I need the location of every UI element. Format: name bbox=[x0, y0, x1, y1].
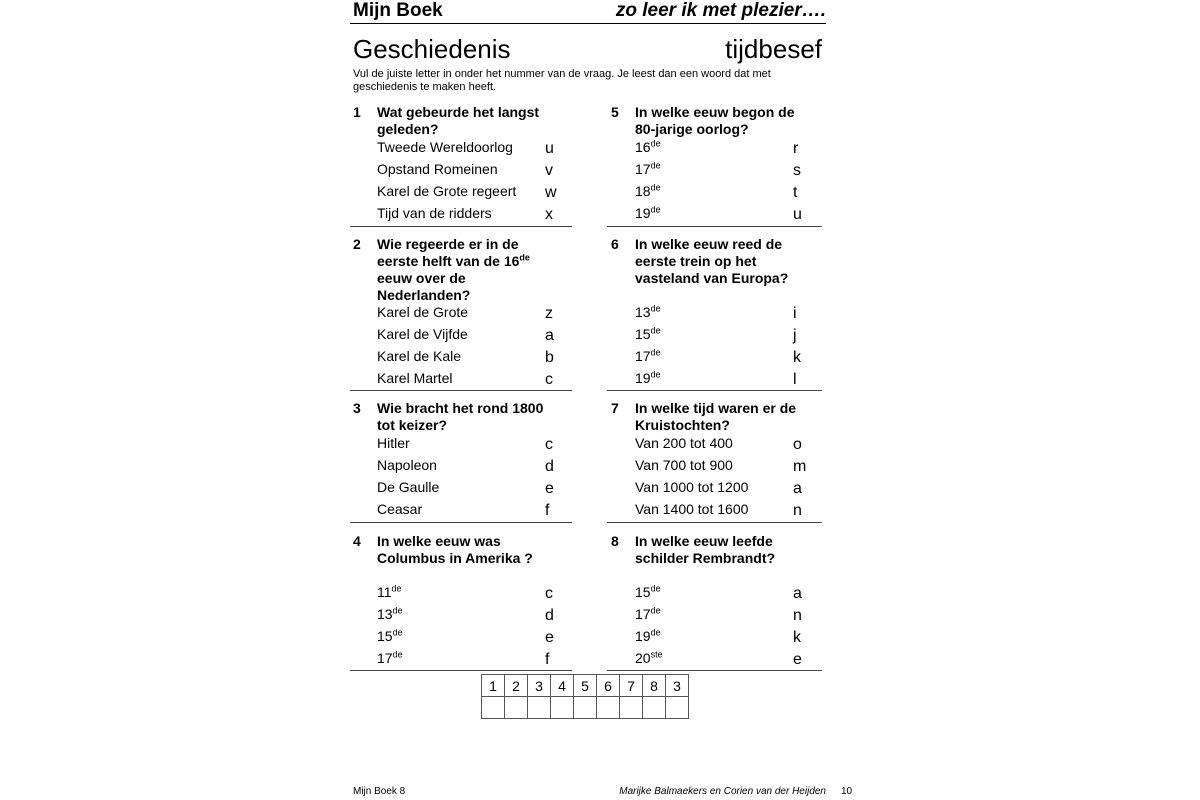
ordinal-suffix: de bbox=[392, 605, 403, 616]
ordinal-suffix: de bbox=[392, 649, 403, 660]
answer-option: 19de bbox=[635, 369, 661, 386]
question-text: In welke tijd waren er de Kruistochten? bbox=[635, 400, 797, 433]
question-text: In welke eeuw reed de eerste trein op het vasteland van Europa? bbox=[635, 236, 789, 286]
answer-option: Karel de Kale bbox=[377, 348, 462, 364]
answer-option: 17de bbox=[377, 649, 403, 666]
ordinal-suffix: de bbox=[650, 138, 661, 149]
grid-answer-cell[interactable] bbox=[597, 697, 620, 719]
grid-number-cell: 7 bbox=[620, 675, 643, 697]
question-divider bbox=[350, 522, 572, 523]
answer-option: 19de bbox=[635, 204, 661, 221]
ordinal-suffix: de bbox=[391, 583, 402, 594]
answer-option: 17de bbox=[635, 160, 661, 177]
grid-answer-cell[interactable] bbox=[574, 697, 597, 719]
ordinal-suffix: ste bbox=[650, 649, 663, 660]
ordinal-suffix: de bbox=[650, 303, 661, 314]
question-number: 7 bbox=[611, 400, 619, 416]
answer-letter: j bbox=[793, 327, 797, 344]
answer-option: Van 200 tot 400 bbox=[635, 435, 733, 451]
answer-option: Van 700 tot 900 bbox=[635, 457, 733, 473]
answer-letter: c bbox=[545, 585, 553, 602]
instructions: Vul de juiste letter in onder het nummer van de vraag. Je leest dan een woord dat met geschiedenis te maken heeft. bbox=[353, 68, 771, 93]
question-divider bbox=[607, 226, 822, 227]
answer-letter: o bbox=[793, 436, 802, 453]
question-number: 6 bbox=[611, 236, 619, 252]
book-title: Mijn Boek bbox=[353, 0, 443, 21]
answer-option: 17de bbox=[635, 605, 661, 622]
grid-number-cell: 5 bbox=[574, 675, 597, 697]
question-text: In welke eeuw was Columbus in Amerika ? bbox=[377, 533, 533, 566]
book-slogan: zo leer ik met plezier…. bbox=[615, 0, 826, 21]
ordinal-suffix: de bbox=[392, 627, 403, 638]
answer-option: Van 1000 tot 1200 bbox=[635, 479, 749, 495]
ordinal-suffix: de bbox=[650, 347, 661, 358]
grid-number-cell: 8 bbox=[643, 675, 666, 697]
answer-option: Karel de Vijfde bbox=[377, 326, 468, 342]
answer-letter: i bbox=[793, 305, 797, 322]
question-text: Wie regeerde er in de eerste helft van de 16de eeuw over de Nederlanden? bbox=[377, 236, 530, 303]
ordinal-suffix: de bbox=[650, 204, 661, 215]
ordinal-suffix: de bbox=[650, 325, 661, 336]
answer-option: Hitler bbox=[377, 435, 410, 451]
answer-option: Van 1400 tot 1600 bbox=[635, 501, 749, 517]
question-divider bbox=[607, 390, 822, 391]
answer-letter: k bbox=[793, 629, 801, 646]
answer-option: 19de bbox=[635, 627, 661, 644]
answer-letter: d bbox=[545, 458, 554, 475]
question-number: 1 bbox=[353, 104, 361, 120]
answer-grid-answers bbox=[482, 697, 689, 719]
answer-option: Opstand Romeinen bbox=[377, 161, 498, 177]
question-divider bbox=[350, 390, 572, 391]
question-text: In welke eeuw begon de 80-jarige oorlog? bbox=[635, 104, 795, 137]
answer-option: Napoleon bbox=[377, 457, 437, 473]
grid-answer-cell[interactable] bbox=[528, 697, 551, 719]
answer-letter: n bbox=[793, 607, 802, 624]
grid-answer-cell[interactable] bbox=[551, 697, 574, 719]
answer-letter: k bbox=[793, 349, 801, 366]
answer-letter: e bbox=[793, 651, 802, 668]
answer-letter: a bbox=[793, 480, 802, 497]
answer-letter: v bbox=[545, 162, 553, 179]
grid-number-cell: 1 bbox=[482, 675, 505, 697]
ordinal-suffix: de bbox=[650, 605, 661, 616]
page-number: 10 bbox=[841, 786, 853, 797]
answer-option: 13de bbox=[377, 605, 403, 622]
answer-letter: e bbox=[545, 629, 554, 646]
question-number: 3 bbox=[353, 400, 361, 416]
question-text: Wie bracht het rond 1800 tot keizer? bbox=[377, 400, 544, 433]
grid-number-cell: 6 bbox=[597, 675, 620, 697]
answer-letter: f bbox=[545, 651, 550, 668]
answer-option: 15de bbox=[635, 325, 661, 342]
answer-option: Tijd van de ridders bbox=[377, 205, 492, 221]
answer-letter: c bbox=[545, 436, 553, 453]
grid-number-cell: 3 bbox=[666, 675, 689, 697]
ordinal-suffix: de bbox=[650, 369, 661, 380]
question-text: In welke eeuw leefde schilder Rembrandt? bbox=[635, 533, 776, 566]
answer-letter: r bbox=[793, 140, 799, 157]
answer-option: Karel de Grote regeert bbox=[377, 183, 517, 199]
answer-option: 17de bbox=[635, 347, 661, 364]
question-number: 2 bbox=[353, 236, 361, 252]
answer-grid-numbers bbox=[482, 675, 689, 697]
footer-book: Mijn Boek 8 bbox=[353, 786, 406, 797]
answer-option: Ceasar bbox=[377, 501, 423, 517]
grid-answer-cell[interactable] bbox=[666, 697, 689, 719]
answer-letter: x bbox=[545, 206, 553, 223]
page-subject: Geschiedenis bbox=[353, 34, 511, 64]
answer-letter: z bbox=[545, 305, 553, 322]
question-divider bbox=[607, 670, 822, 671]
ordinal-suffix: de bbox=[650, 160, 661, 171]
answer-option: 20ste bbox=[635, 649, 663, 666]
answer-letter: a bbox=[793, 585, 802, 602]
answer-letter: w bbox=[545, 184, 557, 201]
answer-option: Karel de Grote bbox=[377, 304, 469, 320]
answer-letter: n bbox=[793, 502, 802, 519]
answer-letter: e bbox=[545, 480, 554, 497]
question-divider bbox=[607, 522, 822, 523]
answer-option: 11de bbox=[377, 583, 402, 600]
answer-letter: m bbox=[793, 458, 807, 475]
answer-letter: b bbox=[545, 349, 554, 366]
answer-letter: c bbox=[545, 371, 553, 388]
answer-option: Tweede Wereldoorlog bbox=[377, 139, 513, 155]
answer-option: 13de bbox=[635, 303, 661, 320]
grid-number-cell: 3 bbox=[528, 675, 551, 697]
answer-grid bbox=[481, 674, 689, 719]
grid-number-cell: 4 bbox=[551, 675, 574, 697]
answer-letter: d bbox=[545, 607, 554, 624]
answer-option: 16de bbox=[635, 138, 661, 155]
question-divider bbox=[350, 670, 572, 671]
answer-option: 15de bbox=[377, 627, 403, 644]
grid-answer-cell[interactable] bbox=[643, 697, 666, 719]
answer-letter: s bbox=[793, 162, 801, 179]
footer-authors: Marijke Balmaekers en Corien van der Heijden bbox=[619, 786, 826, 797]
ordinal-suffix: de bbox=[650, 182, 661, 193]
grid-answer-cell[interactable] bbox=[482, 697, 505, 719]
answer-letter: f bbox=[545, 502, 550, 519]
answer-letter: a bbox=[545, 327, 554, 344]
grid-answer-cell[interactable] bbox=[505, 697, 528, 719]
question-text-superscript: de bbox=[519, 252, 530, 263]
answer-option: 18de bbox=[635, 182, 661, 199]
ordinal-suffix: de bbox=[650, 583, 661, 594]
answer-letter: u bbox=[793, 206, 802, 223]
answer-option: De Gaulle bbox=[377, 479, 440, 495]
answer-option: Karel Martel bbox=[377, 370, 453, 386]
page-topic: tijdbesef bbox=[725, 34, 822, 64]
question-text: Wat gebeurde het langst geleden? bbox=[377, 104, 540, 137]
answer-letter: l bbox=[793, 371, 797, 388]
question-number: 4 bbox=[353, 533, 361, 549]
grid-number-cell: 2 bbox=[505, 675, 528, 697]
question-number: 5 bbox=[611, 104, 619, 120]
answer-option: 15de bbox=[635, 583, 661, 600]
header-divider bbox=[350, 23, 826, 24]
question-number: 8 bbox=[611, 533, 619, 549]
question-divider bbox=[350, 226, 572, 227]
answer-letter: u bbox=[545, 140, 554, 157]
answer-letter: t bbox=[793, 184, 798, 201]
grid-answer-cell[interactable] bbox=[620, 697, 643, 719]
ordinal-suffix: de bbox=[650, 627, 661, 638]
